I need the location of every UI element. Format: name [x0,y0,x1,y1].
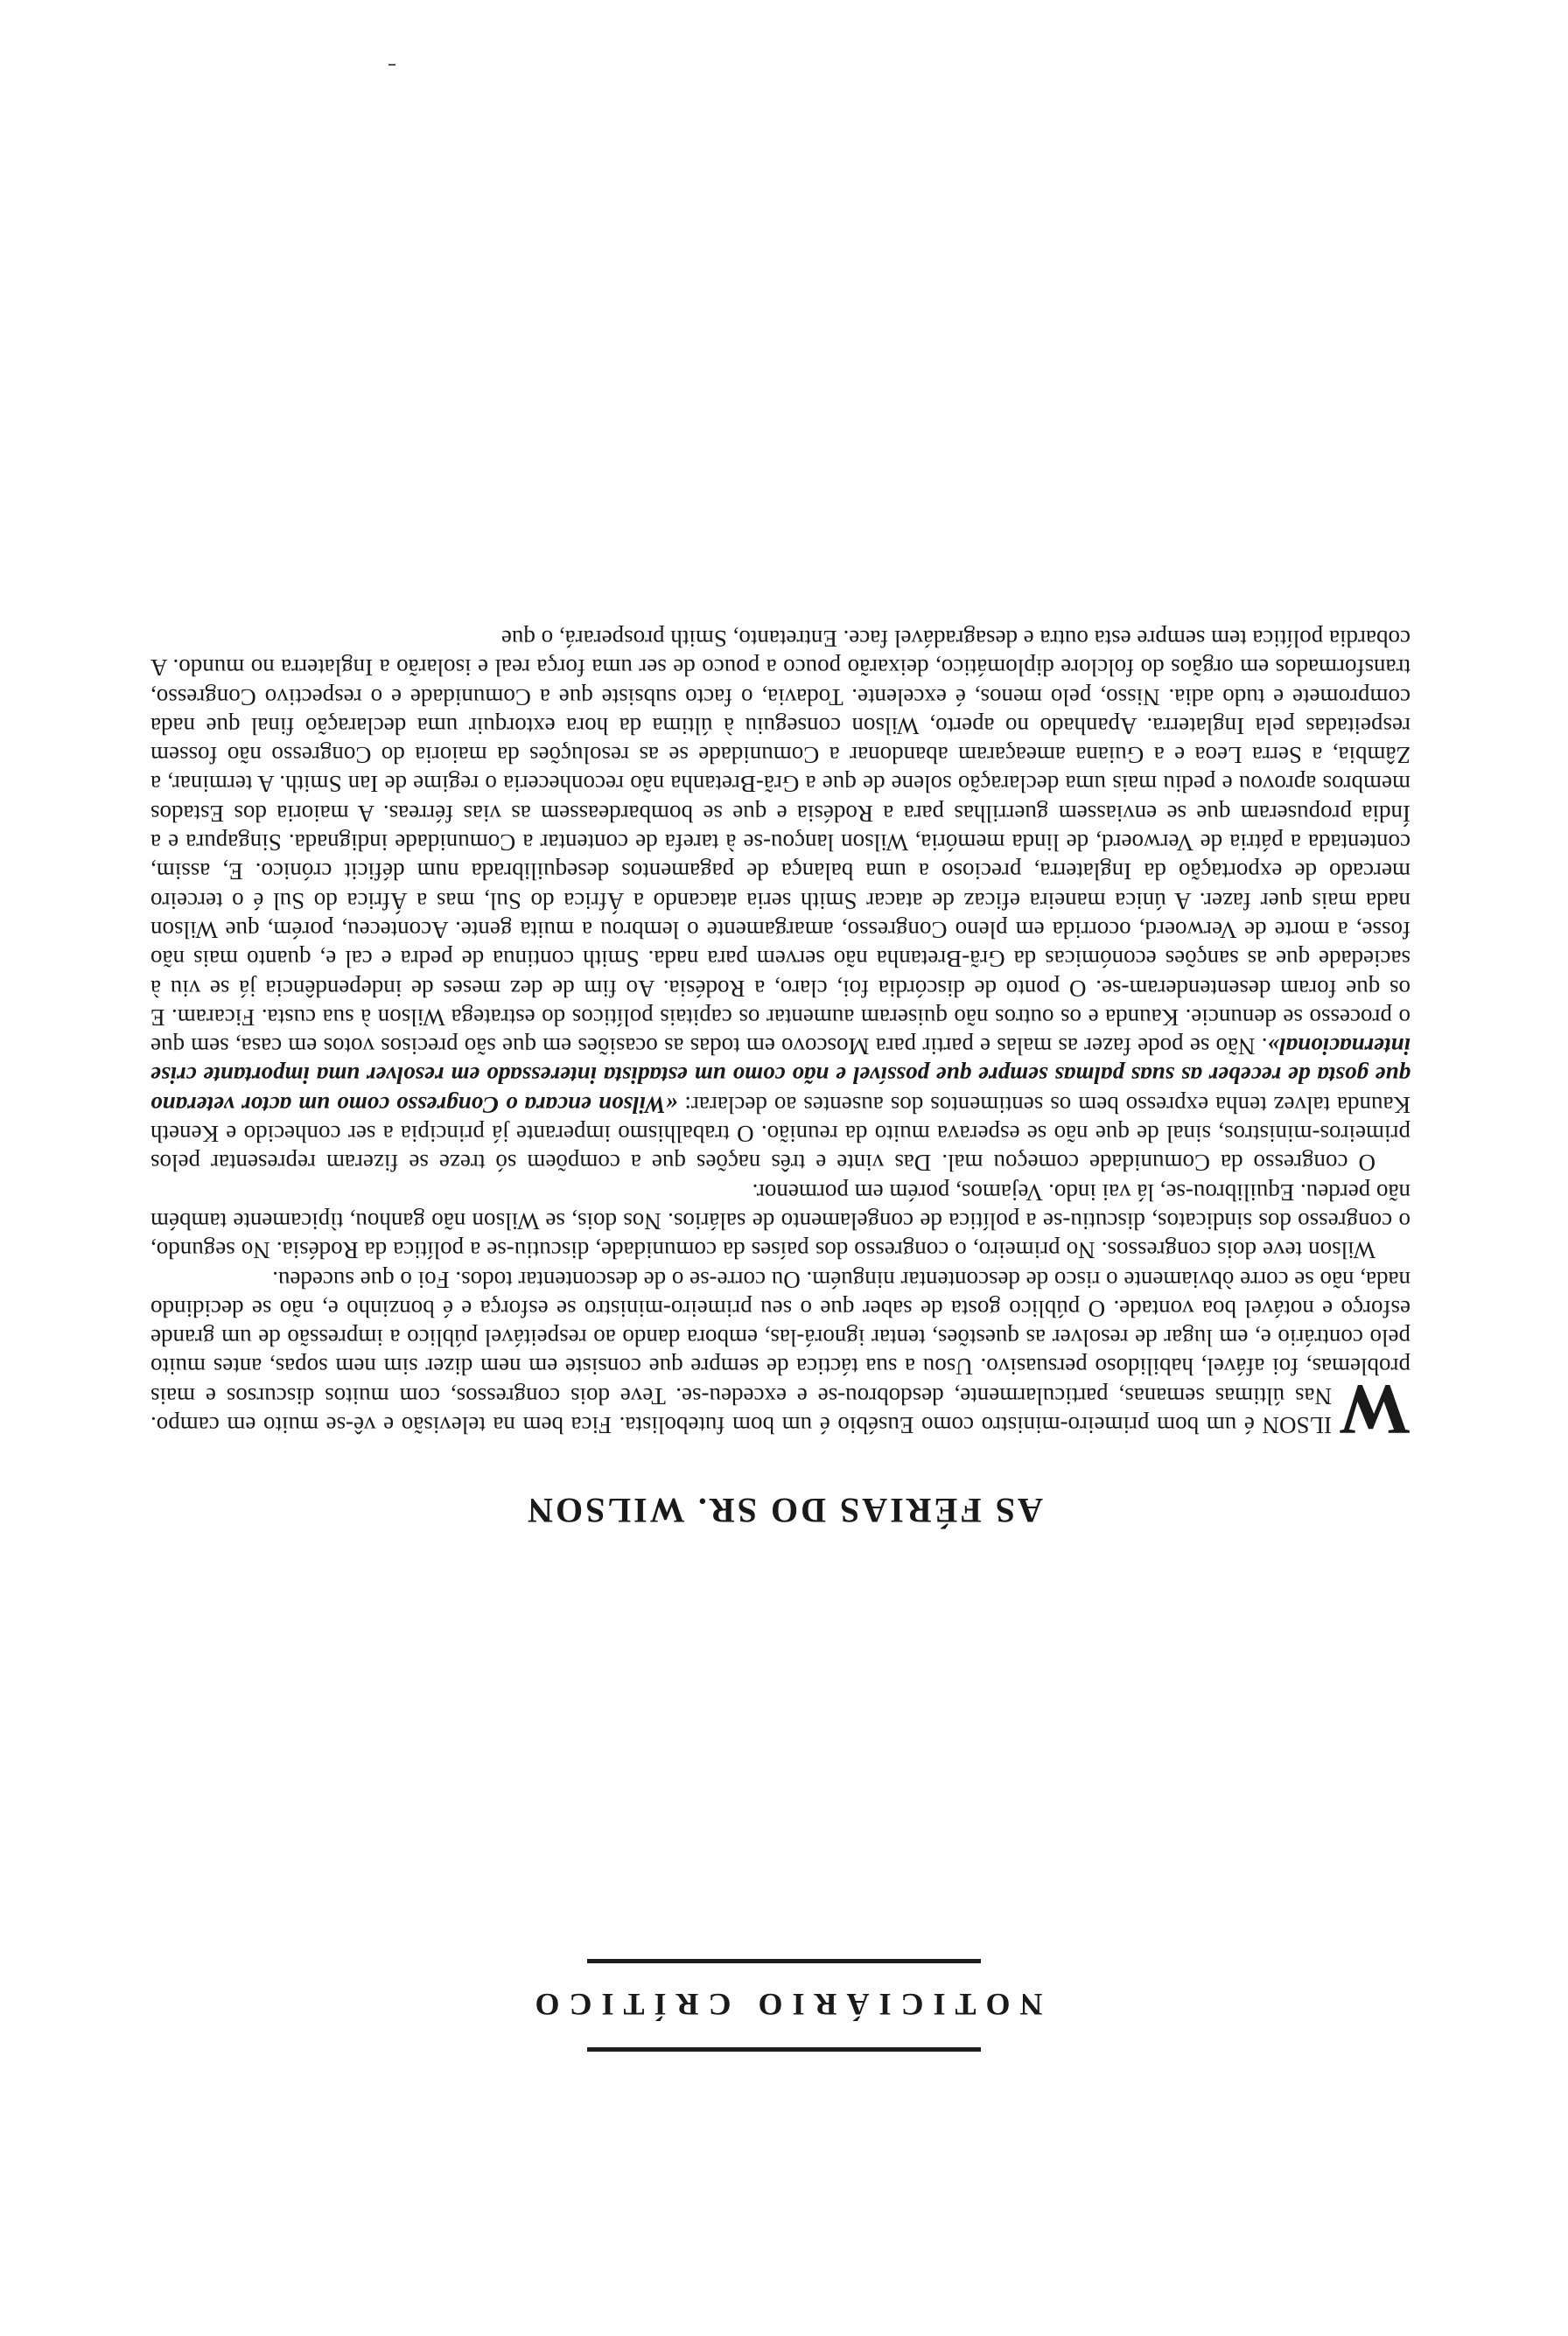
paragraph-1 [150,1264,1410,1450]
article-title: AS FÉRIAS DO SR. WILSON [525,1491,1043,1530]
section-header: NOTICIÁRIO CRÍTICO [525,1987,1043,2022]
paragraph-1-text: é um bom primeiro-ministro como Eusébio é um bom futebolista. Fica bem na televisão e vê-se muito em campo. Nas últimas semanas, particularmente, desdobrou-se e excedeu-se. Teve dois congressos, com muitos discursos e mais problemas, foi afável, habilidoso persuasivo. Usou a sua táctica de sempre que consiste em nem dizer sim nem sopas, antes muito pelo contrário e, em lugar de resolver as questões, tentar ignorá-las, embora dando ao respeitável público a impressão de um grande esforço e notável boa vontade. O público gosta de saber que o seu primeiro-ministro se esforça e é bonzinho e, não se decidindo nada, não se corre òbviamente o risco de descontentar ninguém. Ou corre-se o de descontentar todos. Foi o que sucedeu. [150,1266,1410,1438]
paragraph-2: Wilson teve dois congressos. No primeiro, o congresso dos países da comunidade, discutiu-se a política da Rodésia. No segundo, o congresso dos sindicatos, discutiu-se a política de congelamento de salários. Nos dois, se Wilson não ganhou, tìpicamente também não perdeu. Equilibrou-se, lá vai indo. Vejamos, porém em pormenor. [150,1178,1410,1264]
scan-mark [388,64,396,66]
header-rule-bottom [587,1959,981,1963]
article-body [150,624,1410,1450]
paragraph-3-text-a: O congresso da Comunidade começou mal. Das vinte e três nações que a compõem só treze se fizeram representar pelos primeiros-ministros, sinal de que não se esperava muito da reunião. O trabalhismo imperante já principia a ser conhecido e Keneth Kaunda talvez tenha expresso bem os sentimentos dos ausentes ao declarar: [150,1091,1410,1177]
header-rule-top [587,2047,981,2052]
paragraph-3 [150,624,1410,1178]
paragraph-1-lead: ILSON [1262,1412,1332,1438]
drop-cap: W [1339,1370,1410,1450]
section-header-block [0,1959,1568,2052]
kaunda-quote: «Wilson encara o Congresso como um actor veterano que gosta de receber as suas palmas sempre que possível e não como um estadista interessado em resolver uma importante crise internacional» [150,1033,1410,1118]
paragraph-3-text-b: . Não se pode fazer as malas e partir para Moscovo em todas as ocasiões em que são precisos votos em casa, sem que o processo se denuncie. Kaunda e os outros não quiseram aumentar os capitais políticos do estratega Wilson à sua custa. Ficaram. E os que foram desentenderam-se. O ponto de discórdia foi, claro, a Rodésia. Ao fim de dez meses de independência já se viu à saciedade que as sanções económicas da Grã-Bretanha não servem para nada. Smith continua de pedra e cal e, quanto mais não fosse, a morte de Verwoerd, ocorrida em pleno Congresso, amargamente o lembrou a muita gente. Aconteceu, porém, que Wilson nada mais quer fazer. A única maneira eficaz de atacar Smith seria atacando a África do Sul, mas a África do Sul é o terceiro mercado de exportação da Inglaterra, precioso a uma balança de pagamentos desequilibrada num déficit crónico. E, assim, contentada a pátria de Verwoerd, de linda memória, Wilson lançou-se à tarefa de contentar a Comunidade indignada. Singapura e a Índia propuseram que se enviassem guerrilhas para a Rodésia e que se bombardeassem as vias férreas. A maioria dos Estados membros aprovou e pediu mais uma declaração solene de que a Grã-Bretanha não reconheceria o regime de Ian Smith. A terminar, a Zâmbia, a Serra Leoa e a Guiana ameaçaram abandonar a Comunidade se as resoluções da maioria do Congresso não fossem respeitadas pela Inglaterra. Apanhado no aperto, Wilson conseguiu à última da hora extorquir uma declaração final que nada compromete e tudo adia. Nisso, pelo menos, é excelente. Todavia, o facto subsiste que a Comunidade e o respectivo Congresso, transformados em orgãos do folclore diplomático, deixarão pouco a pouco de ser uma força real e isolarão a Inglaterra no mundo. A cobardia política tem sempre esta outra e desagradável face. Entretanto, Smith prosperará, o que [150,625,1410,1060]
